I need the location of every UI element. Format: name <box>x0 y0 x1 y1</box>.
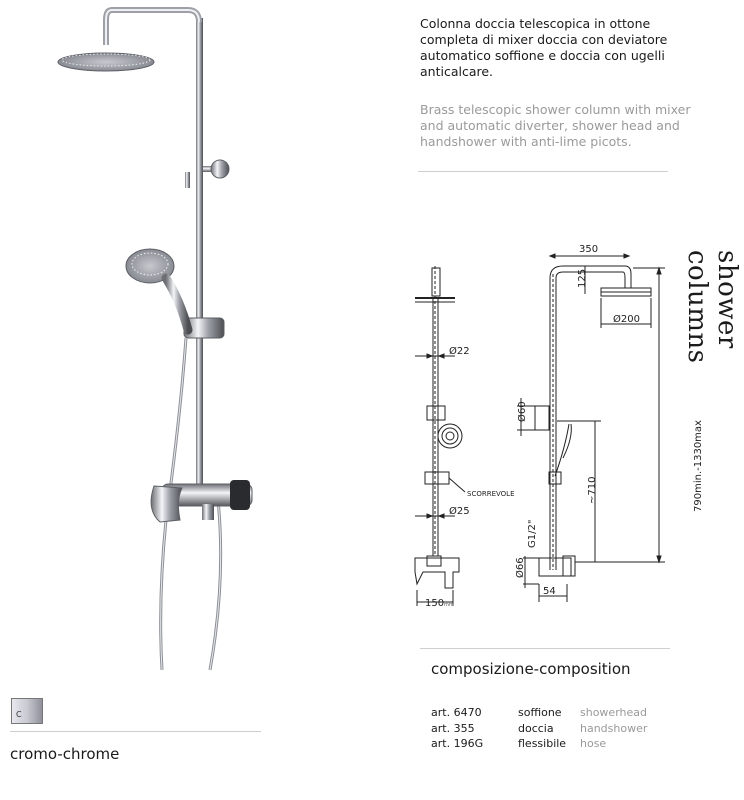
item-italian: soffione <box>518 706 562 719</box>
description-italian: Colonna doccia telescopica in ottone completa di mixer doccia con deviatore automatico soffione e doccia con ugelli anticalcare. <box>420 16 668 79</box>
table-row <box>431 736 647 752</box>
description-english: Brass telescopic shower column with mixer and automatic diverter, shower head and handshower with anti-lime picots. <box>420 102 691 149</box>
dim-d25: Ø25 <box>449 506 470 517</box>
divider <box>418 171 668 172</box>
table-row <box>431 721 647 737</box>
item-italian: flessibile <box>518 737 567 750</box>
dim-d22: Ø22 <box>449 346 470 357</box>
product-photo <box>40 0 280 680</box>
dim-d60: Ø60 <box>517 401 528 422</box>
dim-d66: Ø66 <box>515 557 526 578</box>
divider <box>10 731 261 732</box>
item-italian: doccia <box>518 721 554 735</box>
dim-710: ~710 <box>587 476 598 504</box>
dim-350: 350 <box>579 244 599 255</box>
item-english: hose <box>580 737 607 750</box>
dim-125: 125 <box>577 268 588 288</box>
side-view <box>517 254 665 602</box>
dim-150-unit: mm <box>444 602 454 608</box>
technical-drawing <box>405 238 704 613</box>
dim-54: 54 <box>543 586 556 597</box>
dim-150: 150 <box>425 598 445 609</box>
article-code: art. 6470 <box>431 706 482 719</box>
finish-code: C <box>16 710 22 719</box>
dim-d200: Ø200 <box>613 314 640 325</box>
dim-height: 790min.-1330max <box>693 420 704 512</box>
item-english: handshower <box>580 721 648 735</box>
side-title: shower columns <box>682 250 742 364</box>
divider <box>420 648 670 649</box>
finish-label: cromo-chrome <box>10 745 120 763</box>
table-row <box>431 705 647 721</box>
label-scorrevole: SCORREVOLE <box>467 490 515 498</box>
front-view <box>415 266 465 606</box>
article-code: art. 196G <box>431 737 484 750</box>
article-code: art. 355 <box>431 721 475 735</box>
dim-g12: G1/2" <box>527 519 538 548</box>
composition-table <box>431 705 647 752</box>
item-english: showerhead <box>580 706 647 719</box>
composition-title: composizione-composition <box>431 660 631 678</box>
